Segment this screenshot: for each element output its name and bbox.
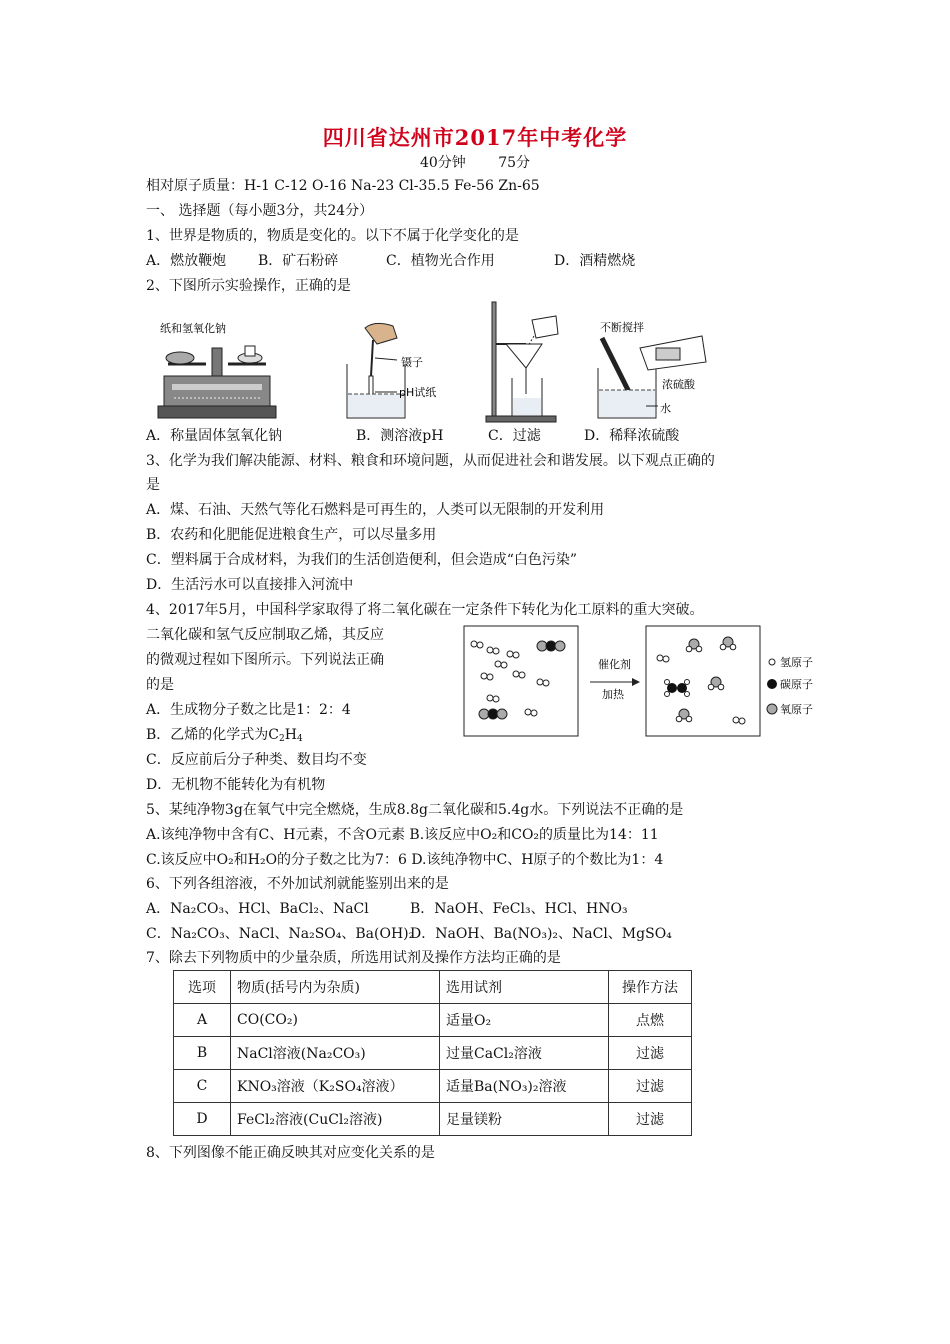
q4-stem: 4、2017年5月，中国科学家取得了将二氧化碳在一定条件下转化为化工原料的重大突破。 — [146, 602, 704, 618]
table-row — [174, 1004, 692, 1037]
q7-stem: 7、除去下列物质中的少量杂质，所选用试剂及操作方法均正确的是 — [146, 950, 561, 966]
q4-option-c: C．反应前后分子种类、数目均不变 — [146, 752, 367, 768]
q1-option-c: C．植物光合作用 — [386, 253, 495, 269]
q1-option-a: A．燃放鞭炮 — [146, 253, 227, 269]
q2-options — [146, 426, 679, 446]
table-cell: CO(CO₂) — [231, 1004, 440, 1037]
table-cell: KNO₃溶液（K₂SO₄溶液） — [231, 1070, 440, 1103]
header-reagent: 选用试剂 — [440, 971, 609, 1004]
table-cell: D — [174, 1103, 231, 1136]
q4-option-b-text: B．乙烯的化学式为C — [146, 727, 279, 743]
h-atom-legend: 氢原子 — [780, 656, 813, 669]
table-row — [174, 1103, 692, 1136]
atomic-mass-line: 相对原子质量：H-1 C-12 O-16 Na-23 Cl-35.5 Fe-56 Zn-65 — [146, 178, 540, 194]
q6-options-ab — [146, 899, 628, 919]
q6-stem: 6、下列各组溶液，不外加试剂就能鉴别出来的是 — [146, 876, 449, 892]
table-cell: 适量Ba(NO₃)₂溶液 — [440, 1070, 609, 1103]
q4-option-d: D．无机物不能转化为有机物 — [146, 777, 326, 793]
catalyst-label: 催化剂 — [598, 658, 631, 671]
table-cell: C — [174, 1070, 231, 1103]
q1-stem: 1、世界是物质的，物质是变化的。以下不属于化学变化的是 — [146, 228, 519, 244]
q6-option-b: B．NaOH、FeCl₃、HCl、HNO₃ — [410, 901, 628, 917]
table-cell: NaCl溶液(Na₂CO₃) — [231, 1037, 440, 1070]
c-atom-legend: 碳原子 — [780, 678, 813, 691]
header-substance: 物质(括号内为杂质) — [231, 971, 440, 1004]
reaction-diagram — [462, 624, 848, 740]
table-cell: B — [174, 1037, 231, 1070]
header-option: 选项 — [174, 971, 231, 1004]
q5-options-ab: A.该纯净物中含有C、H元素，不含O元素 B.该反应中O₂和CO₂的质量比为14：11 — [146, 827, 659, 843]
q4-stem-3: 的微观过程如下图所示。下列说法正确 — [146, 652, 384, 668]
q6-option-d: D．NaOH、Ba(NO₃)₂、NaCl、MgSO₄ — [410, 926, 672, 942]
filtration-figure — [484, 298, 566, 424]
table-cell: A — [174, 1004, 231, 1037]
ph-paper-label: pH试纸 — [399, 386, 437, 399]
q1-option-d: D．酒精燃烧 — [554, 253, 636, 269]
stir-label: 不断搅拌 — [600, 321, 644, 334]
q7-table — [173, 970, 692, 1136]
q4-stem-2: 二氧化碳和氢气反应制取乙烯，其反应 — [146, 627, 384, 643]
q2-option-a: A．称量固体氢氧化钠 — [146, 428, 283, 444]
q5-options-cd: C.该反应中O₂和H₂O的分子数之比为7：6 D.该纯净物中C、H原子的个数比为1：4 — [146, 852, 664, 868]
exam-score: 75分 — [498, 155, 531, 171]
table-row — [174, 1070, 692, 1103]
q1-option-b: B．矿石粉碎 — [258, 253, 339, 269]
table-cell: 过量CaCl₂溶液 — [440, 1037, 609, 1070]
q2-option-b: B．测溶液pH — [356, 428, 444, 444]
o-atom-legend: 氧原子 — [780, 703, 813, 716]
q4-sub-1: 2 — [279, 734, 285, 744]
table-cell: 过滤 — [609, 1103, 692, 1136]
ph-test-figure — [335, 318, 450, 424]
q1-options — [146, 251, 635, 271]
table-cell: 过滤 — [609, 1037, 692, 1070]
q4-option-b-h: H — [284, 727, 297, 743]
tweezers-label: 镊子 — [401, 356, 423, 369]
exam-time: 40分钟 — [419, 155, 466, 171]
q4-sub-2: 4 — [296, 734, 303, 744]
q8-stem: 8、下列图像不能正确反映其对应变化关系的是 — [146, 1145, 435, 1161]
header-method: 操作方法 — [609, 971, 692, 1004]
table-cell: FeCl₂溶液(CuCl₂溶液) — [231, 1103, 440, 1136]
table-cell: 适量O₂ — [440, 1004, 609, 1037]
q3-stem-cont: 是 — [146, 477, 160, 493]
q3-option-d: D．生活污水可以直接排入河流中 — [146, 577, 354, 593]
heat-label: 加热 — [602, 688, 624, 701]
acid-label: 浓硫酸 — [662, 378, 695, 391]
table-header-row — [174, 971, 692, 1004]
q4-stem-4: 的是 — [146, 677, 174, 693]
q2-option-d: D．稀释浓硫酸 — [584, 428, 680, 444]
q3-option-c: C．塑料属于合成材料，为我们的生活创造便利，但会造成“白色污染” — [146, 552, 578, 568]
q2-stem: 2、下图所示实验操作，正确的是 — [146, 278, 351, 294]
balance-label: 纸和氢氧化钠 — [160, 322, 226, 335]
q3-stem: 3、化学为我们解决能源、材料、粮食和环境问题，从而促进社会和谐发展。以下观点正确的 — [146, 453, 715, 469]
table-cell: 点燃 — [609, 1004, 692, 1037]
page-title: 四川省达州市2017年中考化学 — [322, 125, 628, 150]
q6-option-a: A．Na₂CO₃、HCl、BaCl₂、NaCl — [146, 901, 369, 917]
table-cell: 过滤 — [609, 1070, 692, 1103]
q5-stem: 5、某纯净物3g在氧气中完全燃烧，生成8.8g二氧化碳和5.4g水。下列说法不正确的是 — [146, 802, 684, 818]
q2-option-c: C．过滤 — [488, 428, 541, 444]
q6-option-c: C．Na₂CO₃、NaCl、Na₂SO₄、Ba(OH)₂ — [146, 926, 415, 942]
exam-meta — [0, 152, 950, 172]
q4-option-a: A．生成物分子数之比是1：2：4 — [146, 702, 351, 718]
q6-options-cd — [146, 924, 672, 944]
table-cell: 足量镁粉 — [440, 1103, 609, 1136]
dilution-figure — [590, 318, 725, 424]
q3-option-a: A．煤、石油、天然气等化石燃料是可再生的，人类可以无限制的开发利用 — [146, 502, 605, 518]
q3-option-b: B．农药和化肥能促进粮食生产，可以尽量多用 — [146, 527, 437, 543]
water-label: 水 — [660, 402, 671, 415]
balance-figure — [150, 318, 280, 424]
section-heading: 一、 选择题（每小题3分，共24分） — [146, 203, 374, 219]
table-row — [174, 1037, 692, 1070]
q4-option-b — [146, 725, 303, 745]
